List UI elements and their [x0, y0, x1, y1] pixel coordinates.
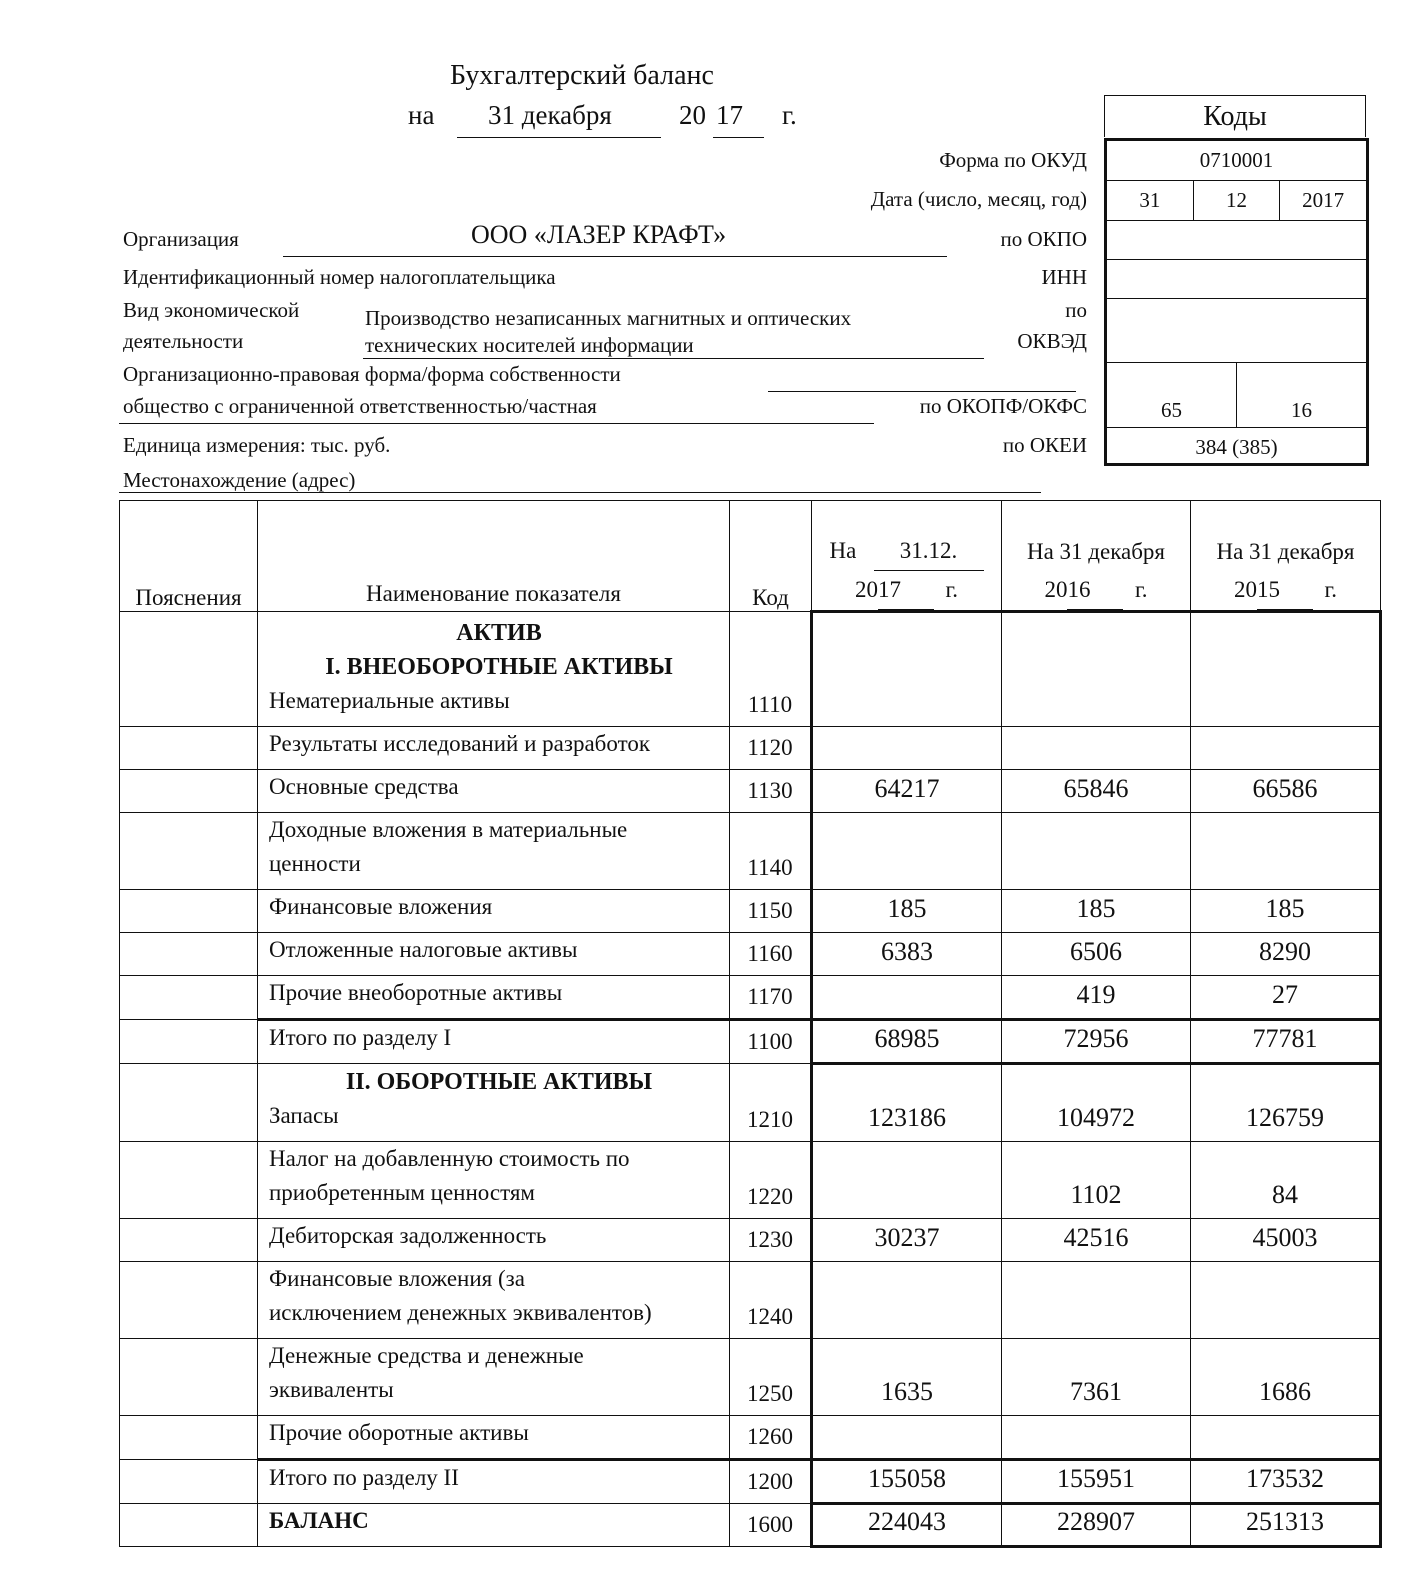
- address-label: Местонахождение (адрес): [123, 468, 356, 492]
- row-value-2016: 155951: [1002, 1460, 1191, 1504]
- row-value-2016: 419: [1002, 976, 1191, 1020]
- row-name-line1: Доходные вложения в материальные: [269, 817, 628, 842]
- col3-year-prefix: 20: [1233, 577, 1257, 602]
- section1-heading: I. ВНЕОБОРОТНЫЕ АКТИВЫ: [325, 654, 673, 680]
- date-year-value: 2017: [1279, 181, 1366, 220]
- aktiv-heading: АКТИВ: [456, 620, 542, 646]
- table-row: [120, 1262, 1381, 1339]
- col-header-code: Код: [730, 501, 812, 612]
- activity-value-2: технических носителей информации: [365, 333, 694, 357]
- row-name: [258, 1262, 730, 1339]
- col2-line1: На 31 декабря: [1026, 539, 1166, 564]
- row-value-2015: 126759: [1191, 1064, 1381, 1142]
- col2-year-suffix: 16: [1067, 571, 1123, 610]
- row-explanation: [120, 1219, 258, 1262]
- organization-underline: [283, 256, 947, 257]
- row-name-line1: Налог на добавленную стоимость по: [269, 1146, 630, 1171]
- inn-value: [1107, 260, 1366, 298]
- row-value-2017: [812, 727, 1002, 770]
- organization-label: Организация: [123, 227, 239, 251]
- col-header-explanations: Пояснения: [120, 501, 258, 612]
- row-name-text: Нематериальные активы: [269, 688, 510, 713]
- col1-year-prefix: 20: [854, 577, 878, 602]
- row-name-line2: исключением денежных эквивалентов): [269, 1300, 652, 1325]
- row-explanation: [120, 1460, 258, 1504]
- row-name: [258, 1064, 730, 1142]
- row-value-2015: 66586: [1191, 770, 1381, 813]
- date-month-value: 12: [1193, 181, 1280, 220]
- row-explanation: [120, 1020, 258, 1064]
- row-explanation: [120, 1262, 258, 1339]
- col1-na: На: [829, 538, 857, 563]
- row-explanation: [120, 976, 258, 1020]
- row-value-2015: [1191, 1262, 1381, 1339]
- row-value-2017: [812, 612, 1002, 727]
- col-header-2017: [812, 501, 1002, 612]
- row-name: Итого по разделу II: [258, 1460, 730, 1504]
- row-value-2016: [1002, 612, 1191, 727]
- row-value-2017: 155058: [812, 1460, 1002, 1504]
- activity-label-2: деятельности: [123, 329, 244, 353]
- header-na: на: [408, 100, 435, 130]
- okpo-value: [1107, 221, 1366, 259]
- po-okei-label: по ОКЕИ: [1002, 433, 1087, 457]
- codes-row-okved: [1107, 299, 1366, 363]
- okfs-value: 16: [1236, 363, 1366, 427]
- row-name-line1: Денежные средства и денежные: [269, 1343, 584, 1368]
- activity-label-1: Вид экономической: [123, 298, 300, 322]
- row-value-2016: 185: [1002, 890, 1191, 933]
- legal-form-underline-1: [768, 391, 1076, 392]
- row-code: 1200: [730, 1460, 812, 1504]
- row-value-2015: 45003: [1191, 1219, 1381, 1262]
- codes-row-date: [1107, 181, 1366, 221]
- row-value-2017: 30237: [812, 1219, 1002, 1262]
- row-value-2015: 27: [1191, 976, 1381, 1020]
- row-value-2017: [812, 813, 1002, 890]
- forma-okud-label: Форма по ОКУД: [939, 148, 1087, 172]
- row-explanation: [120, 612, 258, 727]
- codes-row-okopf: [1107, 363, 1366, 428]
- row-name: Отложенные налоговые активы: [258, 933, 730, 976]
- row-code: 1150: [730, 890, 812, 933]
- legal-form-value: общество с ограниченной ответственностью/частная: [123, 394, 597, 418]
- row-explanation: [120, 1416, 258, 1460]
- row-value-2015: 1686: [1191, 1339, 1381, 1416]
- row-name-text: Запасы: [269, 1103, 339, 1128]
- col2-g: г.: [1134, 577, 1148, 602]
- row-value-2015: [1191, 813, 1381, 890]
- table-row: [120, 612, 1381, 727]
- row-value-2016: 65846: [1002, 770, 1191, 813]
- table-row: [120, 813, 1381, 890]
- row-value-2016: 6506: [1002, 933, 1191, 976]
- codes-row-okpo: [1107, 221, 1366, 260]
- row-value-2017: [812, 976, 1002, 1020]
- row-name-line2: ценности: [269, 851, 361, 876]
- po-okopf-label: по ОКОПФ/ОКФС: [919, 394, 1087, 418]
- row-explanation: [120, 1142, 258, 1219]
- row-code: 1210: [730, 1064, 812, 1142]
- row-explanation: [120, 1064, 258, 1142]
- col2-year-prefix: 20: [1044, 577, 1068, 602]
- row-value-2017: 6383: [812, 933, 1002, 976]
- codes-row-inn: [1107, 260, 1366, 299]
- row-value-2016: 7361: [1002, 1339, 1191, 1416]
- table-row: [120, 1142, 1381, 1219]
- row-explanation: [120, 1339, 258, 1416]
- header-year-underline: [713, 137, 764, 138]
- codes-title: Коды: [1104, 95, 1366, 137]
- row-name-line2: приобретенным ценностям: [269, 1180, 535, 1205]
- table-row: [120, 1064, 1381, 1142]
- row-value-2016: 228907: [1002, 1504, 1191, 1547]
- row-value-2016: [1002, 1416, 1191, 1460]
- table-row: [120, 933, 1381, 976]
- row-code: 1220: [730, 1142, 812, 1219]
- row-name: Дебиторская задолженность: [258, 1219, 730, 1262]
- row-value-2017: 68985: [812, 1020, 1002, 1064]
- row-name: [258, 1142, 730, 1219]
- col1-date: 31.12.: [874, 532, 984, 571]
- row-name: Основные средства: [258, 770, 730, 813]
- col1-g: г.: [945, 577, 959, 602]
- codes-box: [1104, 138, 1369, 466]
- row-name: Финансовые вложения: [258, 890, 730, 933]
- row-value-2017: [812, 1262, 1002, 1339]
- table-row: [120, 976, 1381, 1020]
- col3-g: г.: [1324, 577, 1338, 602]
- row-code: 1600: [730, 1504, 812, 1547]
- row-explanation: [120, 1504, 258, 1547]
- row-code: 1130: [730, 770, 812, 813]
- unit-label: Единица измерения: тыс. руб.: [123, 433, 391, 457]
- row-name: [258, 813, 730, 890]
- row-explanation: [120, 890, 258, 933]
- row-explanation: [120, 770, 258, 813]
- row-value-2017: 123186: [812, 1064, 1002, 1142]
- inn-label: Идентификационный номер налогоплательщика: [123, 265, 556, 289]
- legal-form-underline-2: [119, 423, 874, 424]
- row-code: 1160: [730, 933, 812, 976]
- table-row-total-2: [120, 1460, 1381, 1504]
- row-value-2017: 224043: [812, 1504, 1002, 1547]
- po-okpo-label: по ОКПО: [1000, 227, 1087, 251]
- activity-value-1: Производство незаписанных магнитных и оптических: [365, 306, 852, 330]
- table-row: [120, 1339, 1381, 1416]
- table-row: [120, 770, 1381, 813]
- row-value-2017: [812, 1416, 1002, 1460]
- row-name: Прочие оборотные активы: [258, 1416, 730, 1460]
- col-header-2015: [1191, 501, 1381, 612]
- codes-row-okei: [1107, 428, 1366, 466]
- header-year-prefix: 20: [679, 100, 706, 130]
- row-name-line2: эквиваленты: [269, 1377, 394, 1402]
- row-value-2015: [1191, 612, 1381, 727]
- row-value-2015: 8290: [1191, 933, 1381, 976]
- table-row: [120, 890, 1381, 933]
- table-header-row: [120, 501, 1381, 612]
- okved-value: [1107, 299, 1366, 362]
- date-label: Дата (число, месяц, год): [870, 187, 1087, 211]
- row-code: 1100: [730, 1020, 812, 1064]
- row-value-2017: 185: [812, 890, 1002, 933]
- row-value-2015: 173532: [1191, 1460, 1381, 1504]
- row-code: 1260: [730, 1416, 812, 1460]
- row-value-2015: 185: [1191, 890, 1381, 933]
- codes-row-okud: [1107, 141, 1366, 181]
- row-explanation: [120, 813, 258, 890]
- header-date-underline: [457, 137, 661, 138]
- row-code: 1110: [730, 612, 812, 727]
- header-g: г.: [782, 100, 797, 130]
- okud-value: 0710001: [1199, 148, 1274, 172]
- row-name: Итого по разделу I: [258, 1020, 730, 1064]
- inn-code-label: ИНН: [1041, 265, 1087, 289]
- organization-name: ООО «ЛАЗЕР КРАФТ»: [471, 220, 727, 249]
- row-name: БАЛАНС: [258, 1504, 730, 1547]
- legal-form-label: Организационно-правовая форма/форма собственности: [123, 362, 621, 386]
- row-value-2016: 104972: [1002, 1064, 1191, 1142]
- row-name-line1: Финансовые вложения (за: [269, 1266, 525, 1291]
- row-value-2016: [1002, 813, 1191, 890]
- table-row: [120, 1219, 1381, 1262]
- okei-value: 384 (385): [1195, 434, 1278, 459]
- col3-line1: На 31 декабря: [1216, 539, 1355, 564]
- row-code: 1170: [730, 976, 812, 1020]
- po-label: по: [1065, 298, 1087, 322]
- row-code: 1120: [730, 727, 812, 770]
- okved-label: ОКВЭД: [1017, 329, 1087, 353]
- row-value-2017: 1635: [812, 1339, 1002, 1416]
- row-name: [258, 1339, 730, 1416]
- header-year-suffix: 17: [716, 100, 743, 130]
- document-title: Бухгалтерский баланс: [450, 60, 714, 91]
- row-value-2015: 84: [1191, 1142, 1381, 1219]
- section2-heading: II. ОБОРОТНЫЕ АКТИВЫ: [345, 1069, 653, 1095]
- activity-underline: [363, 358, 984, 359]
- row-value-2017: 64217: [812, 770, 1002, 813]
- row-value-2015: 77781: [1191, 1020, 1381, 1064]
- row-value-2015: [1191, 727, 1381, 770]
- table-row: [120, 1416, 1381, 1460]
- address-underline: [119, 492, 1041, 493]
- row-explanation: [120, 727, 258, 770]
- date-day-value: 31: [1139, 188, 1161, 212]
- row-value-2016: [1002, 727, 1191, 770]
- row-name: Результаты исследований и разработок: [258, 727, 730, 770]
- row-name: [258, 612, 730, 727]
- col1-year-suffix: 17: [878, 571, 934, 610]
- row-code: 1230: [730, 1219, 812, 1262]
- col-header-2016: [1002, 501, 1191, 612]
- table-row-total-1: [120, 1020, 1381, 1064]
- table-row: [120, 727, 1381, 770]
- row-explanation: [120, 933, 258, 976]
- row-value-2015: [1191, 1416, 1381, 1460]
- row-value-2016: 72956: [1002, 1020, 1191, 1064]
- row-name: Прочие внеоборотные активы: [258, 976, 730, 1020]
- row-value-2016: [1002, 1262, 1191, 1339]
- row-code: 1240: [730, 1262, 812, 1339]
- col-header-name: Наименование показателя: [258, 501, 730, 612]
- header-date: 31 декабря: [488, 100, 612, 130]
- row-value-2017: [812, 1142, 1002, 1219]
- row-value-2015: 251313: [1191, 1504, 1381, 1547]
- row-code: 1140: [730, 813, 812, 890]
- row-code: 1250: [730, 1339, 812, 1416]
- row-value-2016: 1102: [1002, 1142, 1191, 1219]
- table-row-balance: [120, 1504, 1381, 1547]
- okopf-value: 65: [1161, 398, 1182, 422]
- col3-year-suffix: 15: [1257, 571, 1313, 610]
- row-value-2016: 42516: [1002, 1219, 1191, 1262]
- balance-table: [119, 500, 1382, 1548]
